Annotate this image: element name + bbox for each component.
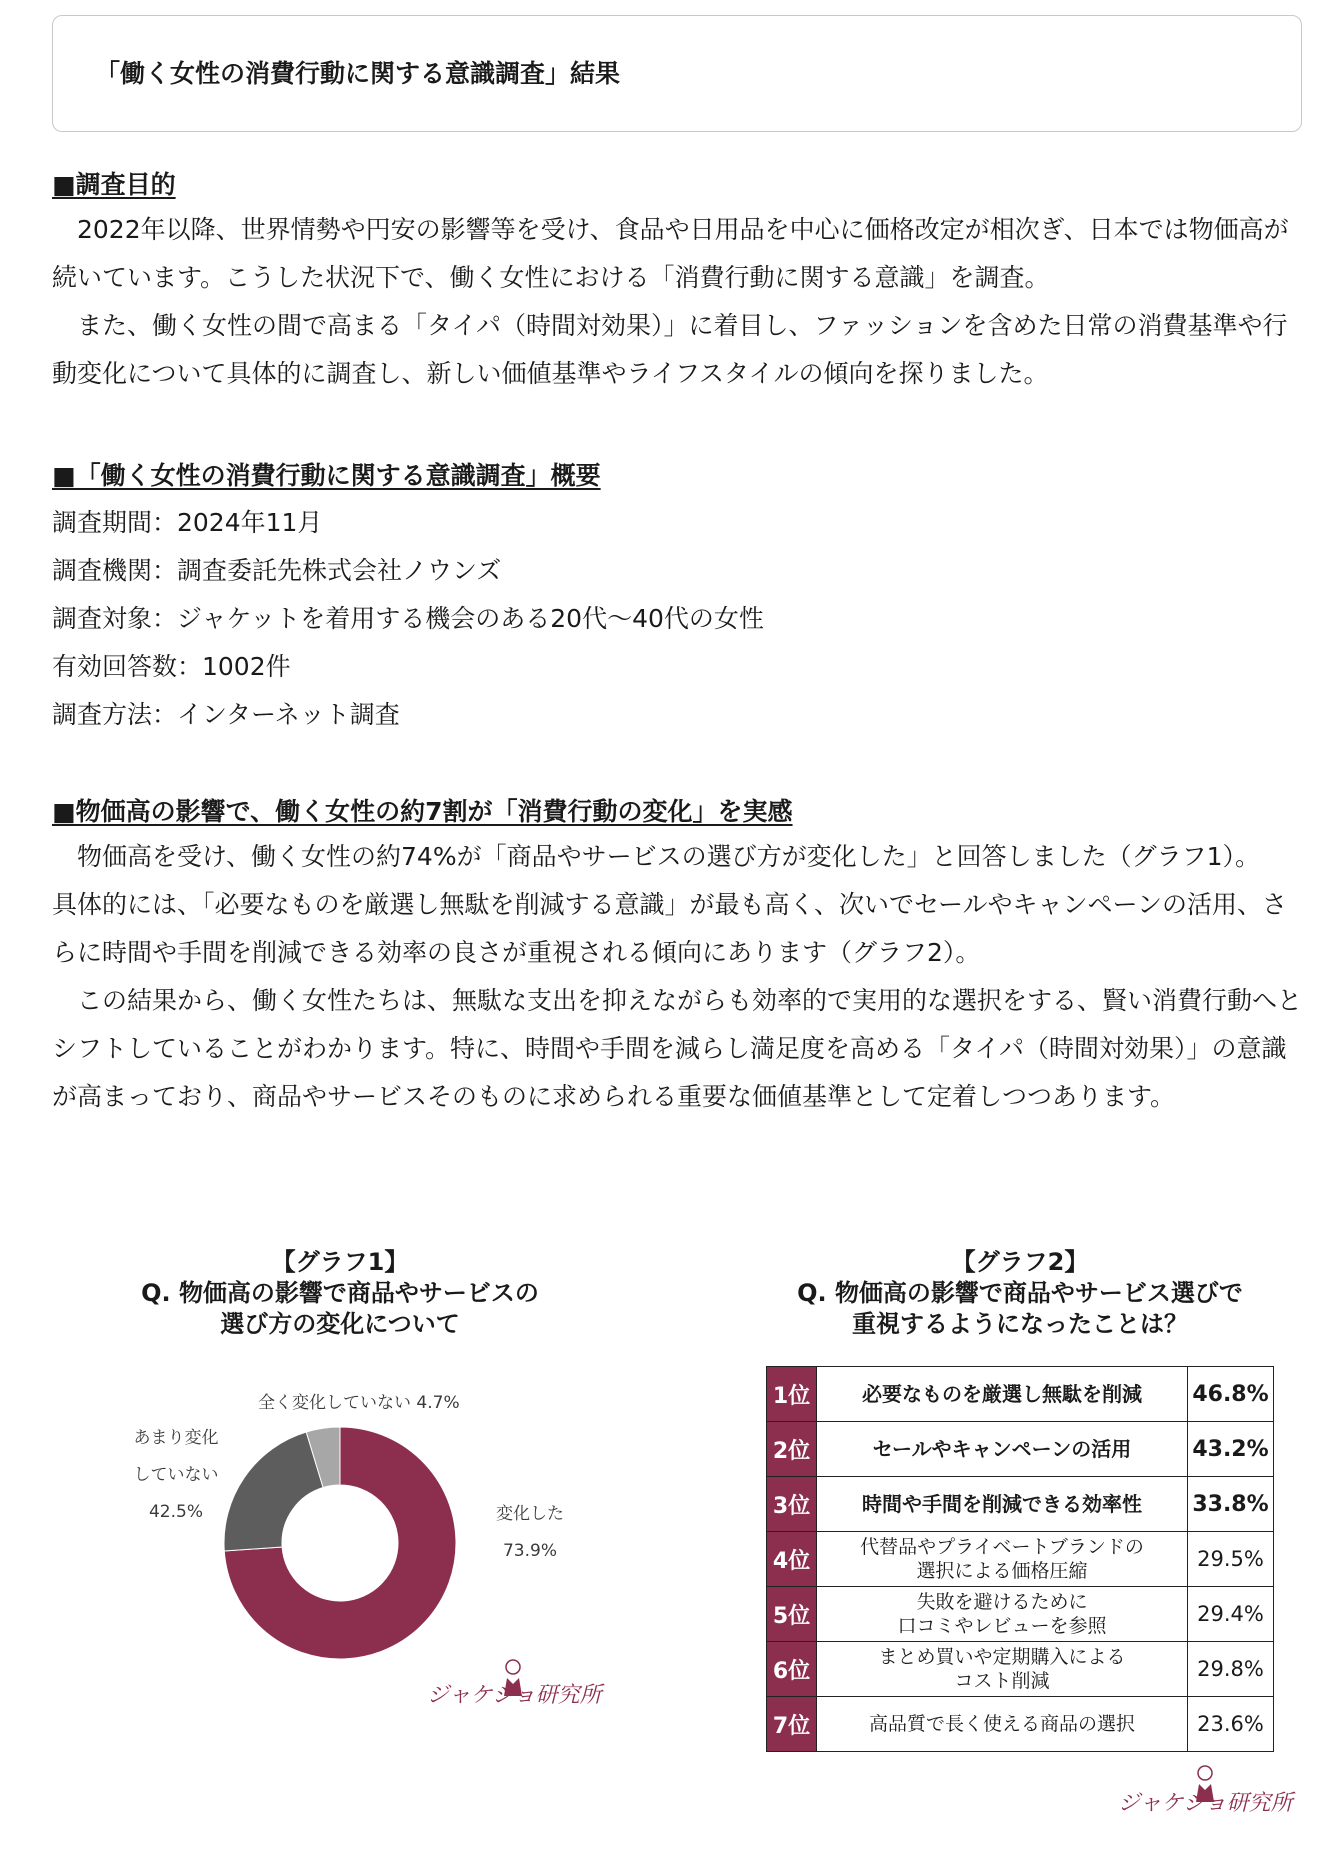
graph1-heading (100, 1247, 580, 1340)
overview-method: 調査方法：インターネット調査 (52, 700, 400, 729)
graph1-question-line1: Q. 物価高の影響で商品やサービスの (141, 1279, 539, 1307)
graph2-question-line2: 重視するようになったことは？ (852, 1310, 1188, 1338)
findings-paragraph-3: この結果から、働く女性たちは、無駄な支出を抑えながらも効率的で実用的な選択をする、賢い消費行動へとシフトしていることがわかります。特に、時間や手間を減らし満足度を高める「タイパ（時間対効果）」の意識が高まっており、商品やサービスそのものに求められる重要な価値基準として定着しつつあります。 (52, 986, 1303, 1111)
graph1-label-changed-line2: 73.9% (502, 1541, 557, 1561)
item-cell (817, 1477, 1188, 1532)
item-line1: 必要なものを厳選し無駄を削減 (862, 1382, 1142, 1406)
item-cell (817, 1367, 1188, 1422)
overview-target: 調査対象：ジャケットを着用する機会のある20代〜40代の女性 (52, 604, 764, 633)
graph1-label-not-much-line3: 42.5% (148, 1502, 203, 1522)
rank-cell: 6位 (767, 1642, 817, 1697)
findings-paragraph-1: 物価高を受け、働く女性の約74%が「商品やサービスの選び方が変化した」と回答しました（グラフ1）。 (52, 842, 1260, 871)
pct-cell: 43.2% (1188, 1422, 1274, 1477)
item-line1: 代替品やプライベートブランドの (860, 1536, 1144, 1558)
table-row (767, 1642, 1274, 1697)
table-row (767, 1477, 1274, 1532)
table-row (767, 1367, 1274, 1422)
item-cell (817, 1642, 1188, 1697)
item-line1: 失敗を避けるために (916, 1591, 1088, 1613)
graph1-question-line2: 選び方の変化について (220, 1310, 460, 1338)
graph2-heading (720, 1247, 1320, 1340)
pct-cell: 33.8% (1188, 1477, 1274, 1532)
purpose-paragraph-2: また、働く女性の間で高まる「タイパ（時間対効果）」に着目し、ファッションを含めた日常の消費基準や行動変化について具体的に調査し、新しい価値基準やライフスタイルの傾向を探りました。 (52, 311, 1288, 388)
rank-cell: 5位 (767, 1587, 817, 1642)
graph2-label: 【グラフ2】 (951, 1248, 1089, 1276)
rank-cell: 1位 (767, 1367, 817, 1422)
rank-cell: 7位 (767, 1697, 817, 1752)
graph1-label-not-much (122, 1420, 230, 1531)
logo-text: ジャケジョ研究所 (1118, 1791, 1293, 1816)
findings-body (52, 833, 1302, 1121)
page-title: 「働く女性の消費行動に関する意識調査」結果 (95, 59, 621, 88)
rank-cell: 2位 (767, 1422, 817, 1477)
title-box (52, 15, 1302, 132)
table-row (767, 1532, 1274, 1587)
pct-cell: 29.4% (1188, 1587, 1274, 1642)
item-cell (817, 1422, 1188, 1477)
table-row (767, 1587, 1274, 1642)
graph1-label: 【グラフ1】 (271, 1248, 409, 1276)
donut-slice-2 (224, 1432, 323, 1551)
graph1-label-not-much-line1: あまり変化 (133, 1428, 219, 1448)
logo-text: ジャケジョ研究所 (427, 1683, 602, 1708)
purpose-heading: ■調査目的 (52, 170, 176, 199)
item-line2: 口コミやレビューを参照 (897, 1615, 1107, 1637)
graph1-label-not-much-line2: していない (133, 1465, 219, 1485)
pct-cell: 46.8% (1188, 1367, 1274, 1422)
table-row (767, 1697, 1274, 1752)
pct-cell: 29.8% (1188, 1642, 1274, 1697)
table-row (767, 1422, 1274, 1477)
pct-cell: 23.6% (1188, 1697, 1274, 1752)
item-line1: 高品質で長く使える商品の選択 (868, 1713, 1135, 1735)
item-line2: 選択による価格圧縮 (916, 1560, 1088, 1582)
pct-cell: 29.5% (1188, 1532, 1274, 1587)
purpose-body (52, 206, 1302, 398)
overview-organization: 調査機関：調査委託先株式会社ノウンズ (52, 556, 502, 585)
graph1-label-changed (480, 1496, 580, 1570)
graph1-donut-chart (222, 1425, 458, 1661)
findings-paragraph-2: 具体的には、「必要なものを厳選し無駄を削減する意識」が最も高く、次いでセールやキャンペーンの活用、さらに時間や手間を削減できる効率の良さが重視される傾向にあります（グラフ2）。 (52, 890, 1288, 967)
overview-responses: 有効回答数：1002件 (52, 652, 291, 681)
item-line1: まとめ買いや定期購入による (878, 1646, 1126, 1668)
rank-cell: 4位 (767, 1532, 817, 1587)
graph1-label-none: 全く変化していない 4.7% (258, 1393, 460, 1413)
item-cell (817, 1697, 1188, 1752)
graph2-question-line1: Q. 物価高の影響で商品やサービス選びで (797, 1279, 1243, 1307)
item-cell (817, 1532, 1188, 1587)
overview-heading: ■「働く女性の消費行動に関する意識調査」概要 (52, 461, 601, 490)
overview-period: 調査期間：2024年11月 (52, 508, 323, 537)
graph1-label-changed-line1: 変化した (496, 1504, 564, 1524)
findings-heading: ■物価高の影響で、働く女性の約7割が「消費行動の変化」を実感 (52, 797, 793, 826)
item-cell (817, 1587, 1188, 1642)
item-line1: セールやキャンペーンの活用 (872, 1437, 1132, 1461)
item-line1: 時間や手間を削減できる効率性 (862, 1492, 1142, 1516)
rank-cell: 3位 (767, 1477, 817, 1532)
graph2-ranking-table (766, 1366, 1274, 1752)
purpose-paragraph-1: 2022年以降、世界情勢や円安の影響等を受け、食品や日用品を中心に価格改定が相次ぎ、日本では物価高が続いています。こうした状況下で、働く女性における「消費行動に関する意識」を調査。 (52, 215, 1289, 292)
item-line2: コスト削減 (954, 1670, 1050, 1692)
